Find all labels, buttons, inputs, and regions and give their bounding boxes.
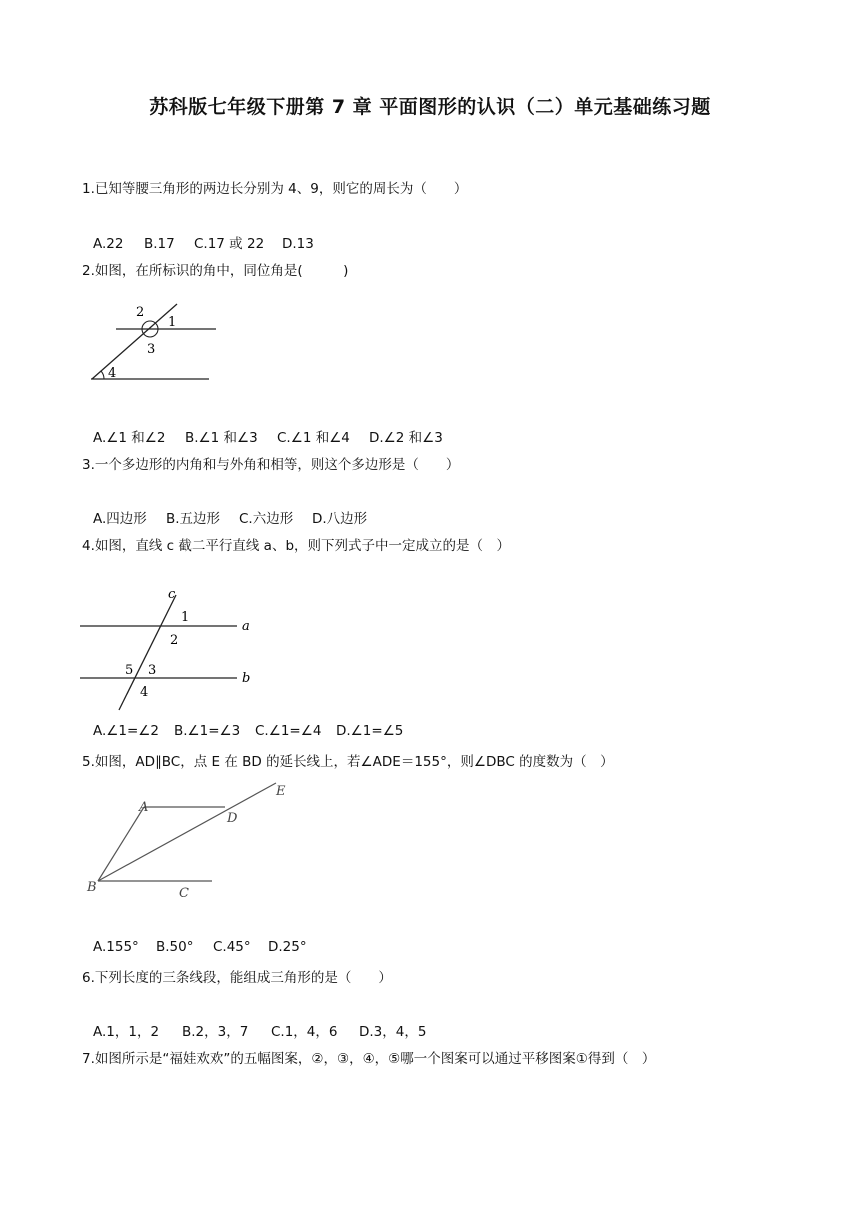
- option-c: C.∠1=∠4: [255, 723, 322, 739]
- figure-label: 3: [148, 663, 157, 678]
- question-3-options: [93, 507, 367, 527]
- figure-label: 4: [108, 366, 117, 381]
- option-d: D.∠2 和∠3: [369, 430, 443, 446]
- figure-label: 3: [147, 342, 156, 357]
- question-7-text: 7.如图所示是“福娃欢欢”的五幅图案，②，③，④，⑤哪一个图案可以通过平移图案①得到（ ）: [82, 1051, 656, 1067]
- option-d: D.25°: [268, 939, 307, 955]
- question-5-options: [93, 939, 307, 955]
- figure-label: 4: [140, 685, 149, 700]
- question-4-text: 4.如图，直线 c 截二平行直线 a、b，则下列式子中一定成立的是（ ）: [82, 538, 511, 554]
- figure-label: b: [242, 671, 251, 686]
- figure-label: 2: [170, 633, 179, 648]
- question-3-text: 3.一个多边形的内角和与外角和相等，则这个多边形是（ ）: [82, 457, 460, 473]
- figure-label: C: [179, 886, 189, 901]
- question-5-figure: [84, 778, 294, 903]
- figure-label: 1: [168, 315, 177, 330]
- question-4-options: [93, 723, 403, 739]
- figure-label: a: [242, 619, 250, 634]
- figure-label: 5: [125, 663, 134, 678]
- option-b: B.∠1 和∠3: [185, 430, 258, 446]
- option-c: C.六边形: [239, 511, 294, 527]
- figure-label: A: [139, 800, 149, 815]
- option-d: D.∠1=∠5: [336, 723, 404, 739]
- option-d: D.3，4，5: [359, 1024, 427, 1040]
- option-a: A.∠1=∠2: [93, 723, 159, 739]
- option-a: A.四边形: [93, 511, 147, 527]
- option-b: B.五边形: [166, 511, 221, 527]
- question-6-text: 6.下列长度的三条线段，能组成三角形的是（ ）: [82, 970, 392, 986]
- option-c: C.17 或 22: [194, 236, 265, 252]
- question-6-options: [93, 1020, 426, 1040]
- question-5-text: 5.如图，AD∥BC，点 E 在 BD 的延长线上，若∠ADE＝155°，则∠DBC 的度数为（ ）: [82, 754, 614, 770]
- figure-label: E: [276, 784, 286, 799]
- question-2-options: [93, 426, 443, 446]
- option-b: B.2，3，7: [182, 1024, 249, 1040]
- question-2-text: 2.如图，在所标识的角中，同位角是( ): [82, 263, 349, 279]
- question-1-options: [93, 232, 314, 252]
- option-a: A.∠1 和∠2: [93, 430, 166, 446]
- option-a: A.155°: [93, 939, 139, 955]
- figure-label: B: [87, 880, 97, 895]
- page-title: 苏科版七年级下册第 7 章 平面图形的认识（二）单元基础练习题: [149, 96, 711, 118]
- option-c: C.1，4，6: [271, 1024, 338, 1040]
- figure-label: c: [168, 587, 176, 602]
- option-b: B.50°: [156, 939, 194, 955]
- figure-label: D: [227, 811, 238, 826]
- option-a: A.1，1，2: [93, 1024, 160, 1040]
- figure-label: 2: [136, 305, 145, 320]
- figure-label: 1: [181, 610, 190, 625]
- question-2-figure: [86, 298, 226, 388]
- question-4-figure: [80, 585, 265, 715]
- option-d: D.13: [282, 236, 314, 252]
- option-c: C.∠1 和∠4: [277, 430, 350, 446]
- option-d: D.八边形: [312, 511, 368, 527]
- option-b: B.17: [144, 236, 175, 252]
- option-b: B.∠1=∠3: [174, 723, 241, 739]
- option-c: C.45°: [213, 939, 251, 955]
- question-1-text: 1.已知等腰三角形的两边长分别为 4、9，则它的周长为（ ）: [82, 181, 468, 197]
- option-a: A.22: [93, 236, 124, 252]
